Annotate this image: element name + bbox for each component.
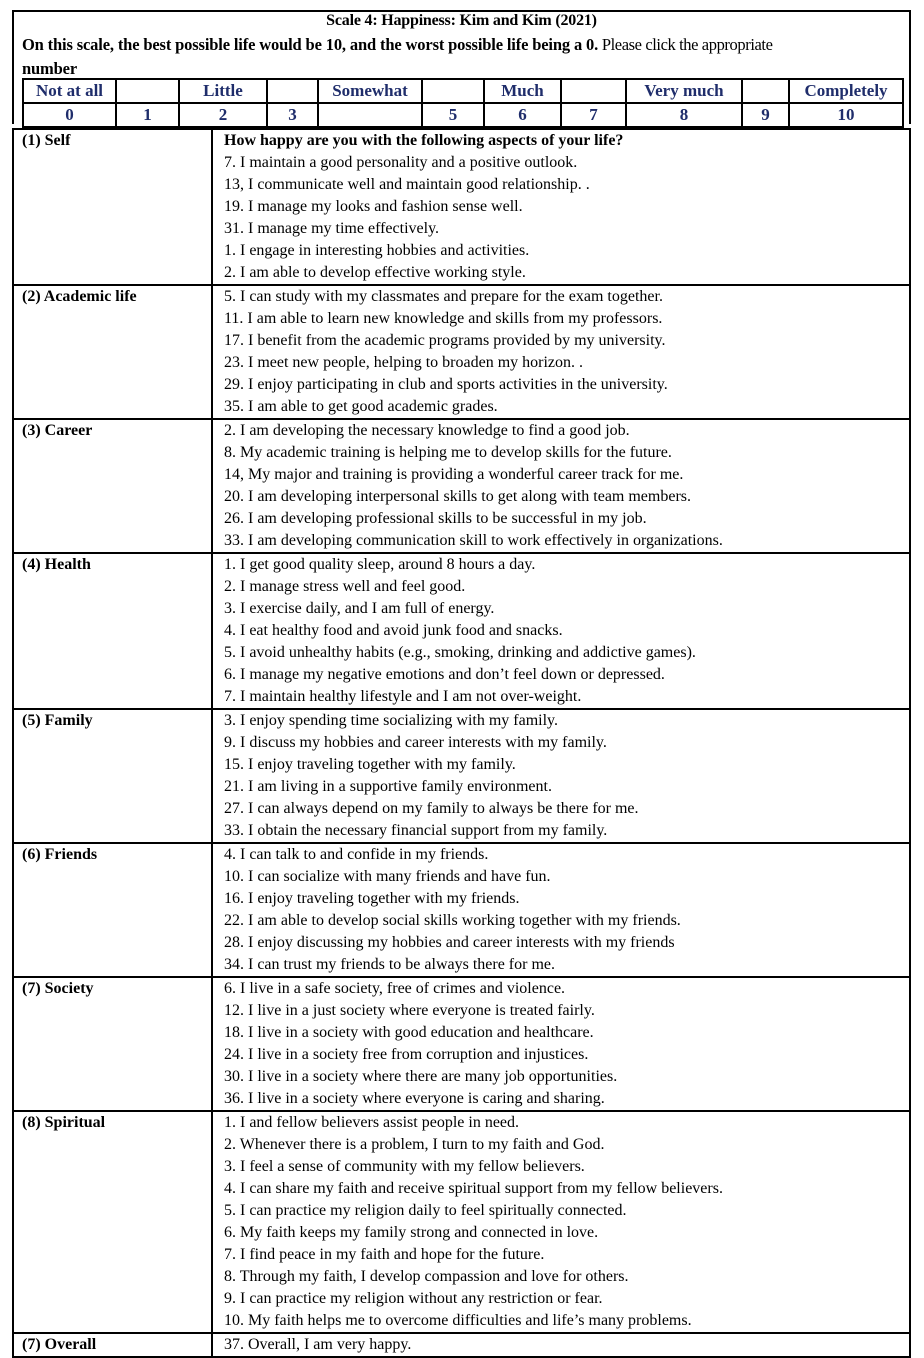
survey-item: 4. I can share my faith and receive spiritual support from my fellow believers.	[224, 1180, 723, 1197]
section-items	[212, 285, 910, 419]
survey-item: 2. Whenever there is a problem, I turn to my faith and God.	[224, 1136, 605, 1153]
survey-item: 2. I manage stress well and feel good.	[224, 578, 466, 595]
section-label: (7) Society	[13, 977, 212, 1111]
section-label: (5) Family	[13, 709, 212, 843]
survey-item: 9. I discuss my hobbies and career interests with my family.	[224, 734, 607, 751]
survey-item: 14, My major and training is providing a wonderful career track for me.	[224, 466, 684, 483]
survey-item: 22. I am able to develop social skills working together with my friends.	[224, 912, 681, 929]
section-items	[212, 843, 910, 977]
scale-option-6[interactable]: 6	[484, 103, 561, 127]
question-prompt: How happy are you with the following aspects of your life?	[224, 132, 624, 149]
survey-item: 13, I communicate well and maintain good relationship. .	[224, 176, 590, 193]
survey-item: 1. I engage in interesting hobbies and activities.	[224, 242, 530, 259]
section-items	[212, 977, 910, 1111]
instruction-normal: Please click the appropriate	[598, 35, 773, 54]
scale-label-cell	[742, 79, 789, 103]
scale-option-1[interactable]: 1	[116, 103, 179, 127]
survey-item: 3. I enjoy spending time socializing with my family.	[224, 712, 559, 729]
survey-item: 23. I meet new people, helping to broaden my horizon. .	[224, 354, 584, 371]
scale-label-cell: Much	[484, 79, 561, 103]
survey-item: 10. I can socialize with many friends and have fun.	[224, 868, 551, 885]
survey-item: 33. I am developing communication skill to work effectively in organizations.	[224, 532, 723, 549]
scale-label-cell: Completely	[789, 79, 903, 103]
section-row	[13, 129, 910, 285]
section-label: (2) Academic life	[13, 285, 212, 419]
survey-item: 6. I live in a safe society, free of crimes and violence.	[224, 980, 566, 997]
scale-option-8[interactable]: 8	[626, 103, 742, 127]
scale-option-7[interactable]: 7	[561, 103, 626, 127]
rating-scale	[22, 78, 904, 128]
scale-option-9[interactable]: 9	[742, 103, 789, 127]
survey-item: 7. I maintain a good personality and a positive outlook.	[224, 154, 578, 171]
section-label: (1) Self	[13, 129, 212, 285]
survey-item: 11. I am able to learn new knowledge and skills from my professors.	[224, 310, 663, 327]
survey-item: 17. I benefit from the academic programs provided by my university.	[224, 332, 666, 349]
section-row	[13, 553, 910, 709]
survey-item: 20. I am developing interpersonal skills to get along with team members.	[224, 488, 692, 505]
section-label: (6) Friends	[13, 843, 212, 977]
scale-number-row	[23, 103, 903, 127]
survey-item: 33. I obtain the necessary financial support from my family.	[224, 822, 608, 839]
survey-item: 5. I can study with my classmates and prepare for the exam together.	[224, 288, 663, 305]
survey-item: 4. I can talk to and confide in my friends.	[224, 846, 489, 863]
section-items	[212, 1111, 910, 1333]
survey-item: 12. I live in a just society where everyone is treated fairly.	[224, 1002, 595, 1019]
scale-option-4[interactable]	[318, 103, 422, 127]
section-label: (3) Career	[13, 419, 212, 553]
scale-label-cell	[116, 79, 179, 103]
survey-item: 1. I and fellow believers assist people in need.	[224, 1114, 520, 1131]
scale-label-cell: Somewhat	[318, 79, 422, 103]
survey-item: 30. I live in a society where there are many job opportunities.	[224, 1068, 618, 1085]
survey-item: 5. I can practice my religion daily to feel spiritually connected.	[224, 1202, 627, 1219]
section-row	[13, 709, 910, 843]
section-row	[13, 285, 910, 419]
survey-item: 1. I get good quality sleep, around 8 hours a day.	[224, 556, 536, 573]
scale-label-cell: Very much	[626, 79, 742, 103]
scale-option-0[interactable]: 0	[23, 103, 116, 127]
scale-label-cell: Little	[179, 79, 267, 103]
survey-item: 6. I manage my negative emotions and don’t feel down or depressed.	[224, 666, 665, 683]
survey-item: 35. I am able to get good academic grades.	[224, 398, 498, 415]
scale-label-cell	[561, 79, 626, 103]
survey-item: 21. I am living in a supportive family environment.	[224, 778, 552, 795]
survey-item: 5. I avoid unhealthy habits (e.g., smoking, drinking and addictive games).	[224, 644, 696, 661]
scale-option-10[interactable]: 10	[789, 103, 903, 127]
survey-item: 26. I am developing professional skills to be successful in my job.	[224, 510, 647, 527]
survey-item: 3. I exercise daily, and I am full of energy.	[224, 600, 495, 617]
scale-option-3[interactable]: 3	[267, 103, 318, 127]
survey-item: 24. I live in a society free from corruption and injustices.	[224, 1046, 589, 1063]
survey-item: 7. I maintain healthy lifestyle and I am not over-weight.	[224, 688, 582, 705]
scale-label-cell: Not at all	[23, 79, 116, 103]
section-row	[13, 843, 910, 977]
survey-item: 2. I am able to develop effective working style.	[224, 264, 526, 281]
scale-label-cell	[267, 79, 318, 103]
survey-item: 9. I can practice my religion without any restriction or fear.	[224, 1290, 603, 1307]
survey-item: 29. I enjoy participating in club and sports activities in the university.	[224, 376, 668, 393]
survey-item: 34. I can trust my friends to be always there for me.	[224, 956, 556, 973]
instruction-tail: number	[22, 59, 78, 78]
survey-item: 19. I manage my looks and fashion sense well.	[224, 198, 523, 215]
survey-item: 16. I enjoy traveling together with my friends.	[224, 890, 520, 907]
scale-label-cell	[422, 79, 484, 103]
survey-item: 27. I can always depend on my family to always be there for me.	[224, 800, 639, 817]
survey-item: 37. Overall, I am very happy.	[224, 1336, 412, 1353]
survey-item: 3. I feel a sense of community with my fellow believers.	[224, 1158, 585, 1175]
survey-item: 8. My academic training is helping me to develop skills for the future.	[224, 444, 672, 461]
survey-item: 8. Through my faith, I develop compassion and love for others.	[224, 1268, 629, 1285]
section-label: (8) Spiritual	[13, 1111, 212, 1333]
scale-instructions	[22, 33, 905, 81]
section-items	[212, 129, 910, 285]
section-row	[13, 977, 910, 1111]
section-items	[212, 553, 910, 709]
section-label: (7) Overall	[13, 1333, 212, 1357]
survey-item: 7. I find peace in my faith and hope for the future.	[224, 1246, 545, 1263]
survey-item: 36. I live in a society where everyone is caring and sharing.	[224, 1090, 605, 1107]
scale-label-row	[23, 79, 903, 103]
survey-item: 18. I live in a society with good education and healthcare.	[224, 1024, 594, 1041]
scale-option-5[interactable]: 5	[422, 103, 484, 127]
scale-title: Scale 4: Happiness: Kim and Kim (2021)	[326, 12, 597, 29]
instruction-bold: On this scale, the best possible life would be 10, and the worst possible life being a 0.	[22, 35, 599, 54]
survey-item: 10. My faith helps me to overcome difficulties and life’s many problems.	[224, 1312, 692, 1329]
survey-item: 31. I manage my time effectively.	[224, 220, 440, 237]
survey-item: 4. I eat healthy food and avoid junk food and snacks.	[224, 622, 563, 639]
section-row	[13, 1333, 910, 1357]
section-items	[212, 1333, 910, 1357]
section-items	[212, 709, 910, 843]
scale-option-2[interactable]: 2	[179, 103, 267, 127]
section-row	[13, 419, 910, 553]
section-row	[13, 1111, 910, 1333]
section-label: (4) Health	[13, 553, 212, 709]
happiness-items-table	[12, 128, 911, 1358]
survey-item: 6. My faith keeps my family strong and connected in love.	[224, 1224, 599, 1241]
survey-item: 2. I am developing the necessary knowledge to find a good job.	[224, 422, 630, 439]
survey-item: 15. I enjoy traveling together with my family.	[224, 756, 516, 773]
section-items	[212, 419, 910, 553]
survey-item: 28. I enjoy discussing my hobbies and career interests with my friends	[224, 934, 675, 951]
